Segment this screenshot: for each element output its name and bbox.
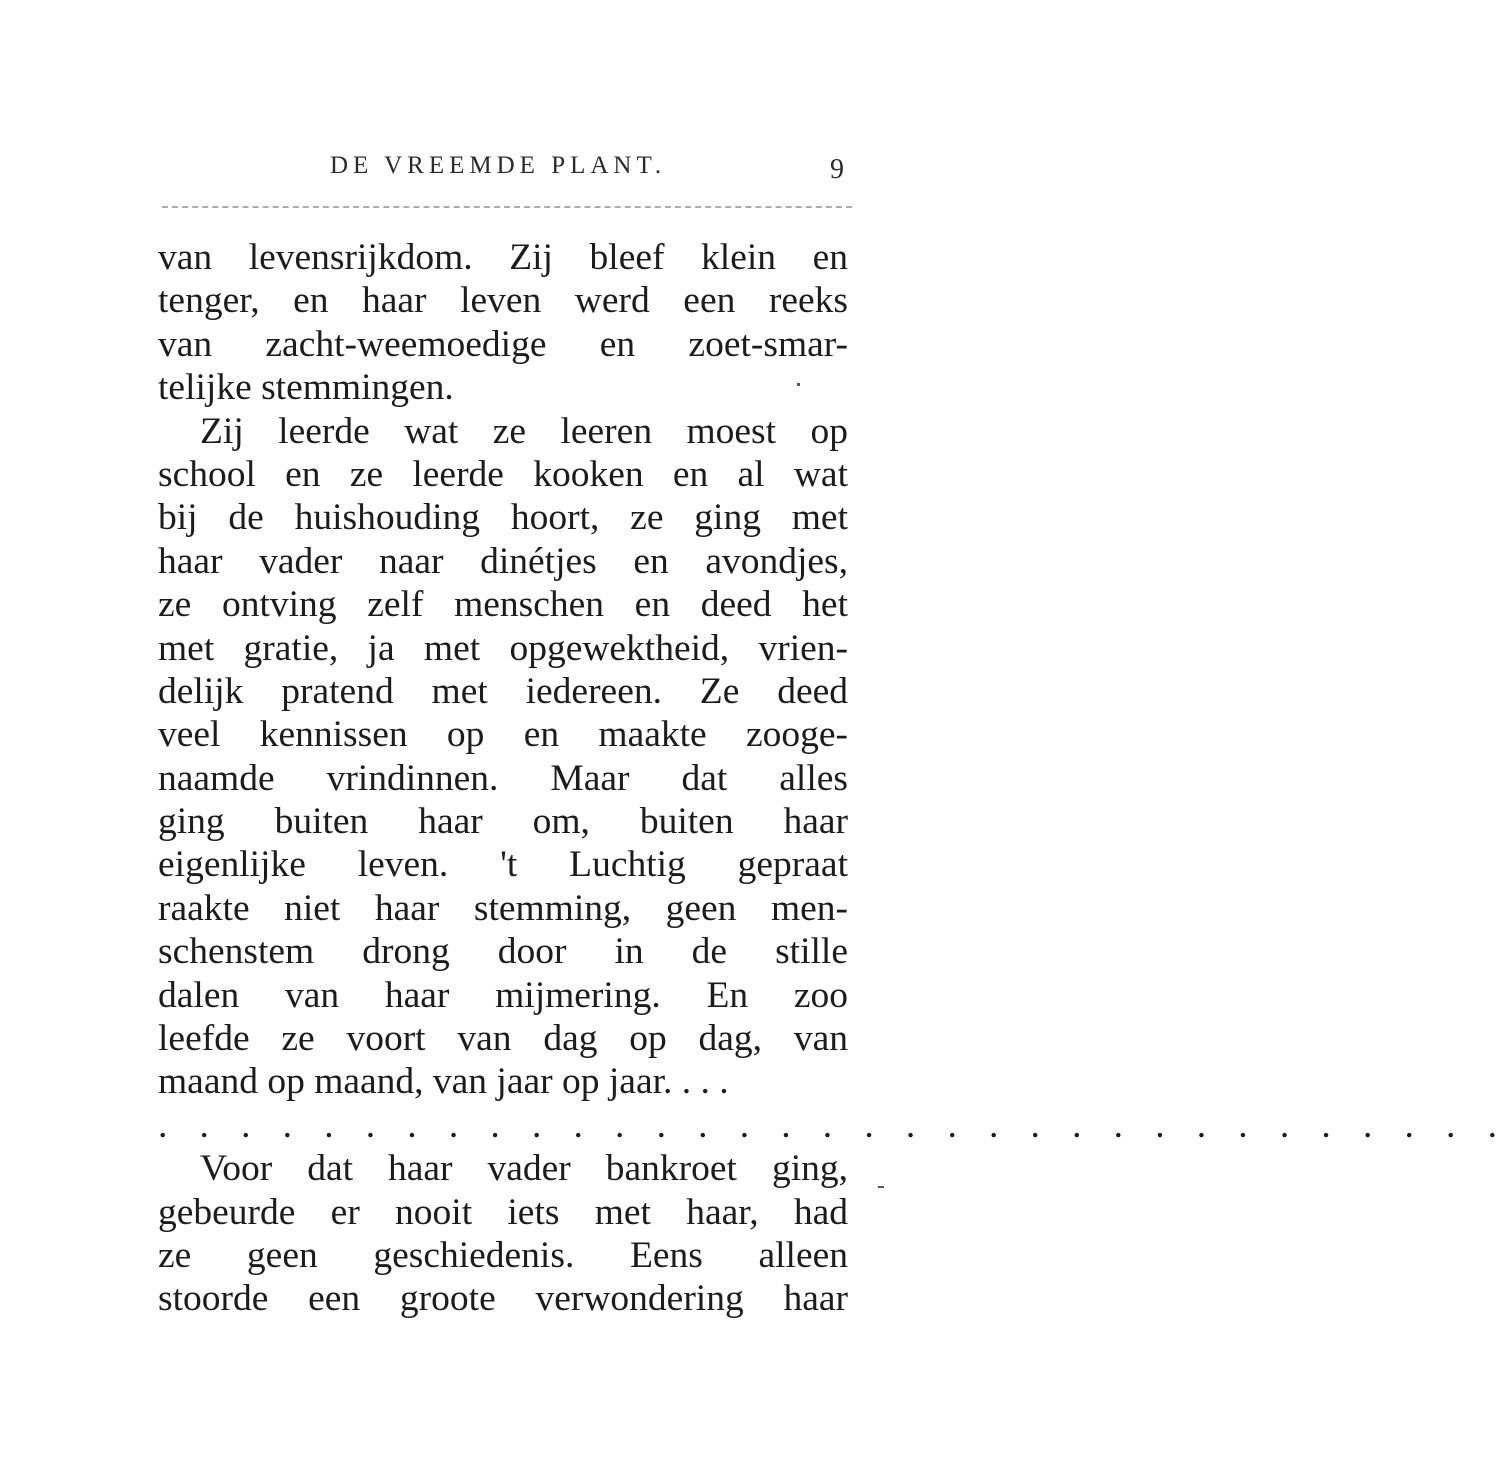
text-line: dalen van haar mijmering. En zoo: [158, 974, 848, 1016]
text-line: van levensrijkdom. Zij bleef klein en: [158, 237, 848, 278]
scan-speck: [797, 383, 800, 386]
text-line: ging buiten haar om, buiten haar: [158, 801, 848, 843]
text-line: delijk pratend met iedereen. Ze deed: [158, 670, 848, 712]
running-head: [0, 152, 1000, 192]
text-line: veel kennissen op en maakte zooge-: [158, 714, 848, 756]
text-line: van zacht-weemoedige en zoet-smar-: [158, 323, 848, 365]
text-line: Voor dat haar vader bankroet ging,: [200, 1148, 848, 1190]
text-line: Zij leerde wat ze leeren moest op: [200, 410, 848, 452]
running-title: DE VREEMDE PLANT.: [330, 152, 667, 179]
text-line: maand op maand, van jaar op jaar. . . .: [158, 1061, 729, 1103]
text-line: met gratie, ja met opgewektheid, vrien-: [158, 627, 848, 669]
text-line: haar vader naar dinétjes en avondjes,: [158, 540, 848, 582]
text-line: school en ze leerde kooken en al wat: [158, 453, 848, 495]
body-text: [158, 236, 1508, 1321]
text-line: bij de huishouding hoort, ze ging met: [158, 497, 848, 539]
scan-speck: [878, 1186, 884, 1188]
header-rule: [162, 206, 852, 208]
text-line: leefde ze voort van dag op dag, van: [158, 1018, 848, 1060]
text-line: telijke stemmingen.: [158, 367, 454, 409]
text-line: tenger, en haar leven werd een reeks: [158, 280, 848, 322]
text-line: ze ontving zelf menschen en deed het: [158, 584, 848, 626]
text-line: stoorde een groote verwondering haar: [158, 1278, 848, 1320]
text-line: eigenlijke leven. 't Luchtig gepraat: [158, 844, 848, 886]
page-number: 9: [830, 154, 844, 185]
text-line: ze geen geschiedenis. Eens alleen: [158, 1234, 848, 1276]
section-break-dots: . . . . . . . . . . . . . . . . . . . . . . . . . . . . . . . . .: [158, 1104, 1508, 1146]
text-line: naamde vrindinnen. Maar dat alles: [158, 757, 848, 799]
text-line: gebeurde er nooit iets met haar, had: [158, 1191, 848, 1233]
text-line: raakte niet haar stemming, geen men-: [158, 887, 848, 929]
text-line: schenstem drong door in de stille: [158, 931, 848, 973]
